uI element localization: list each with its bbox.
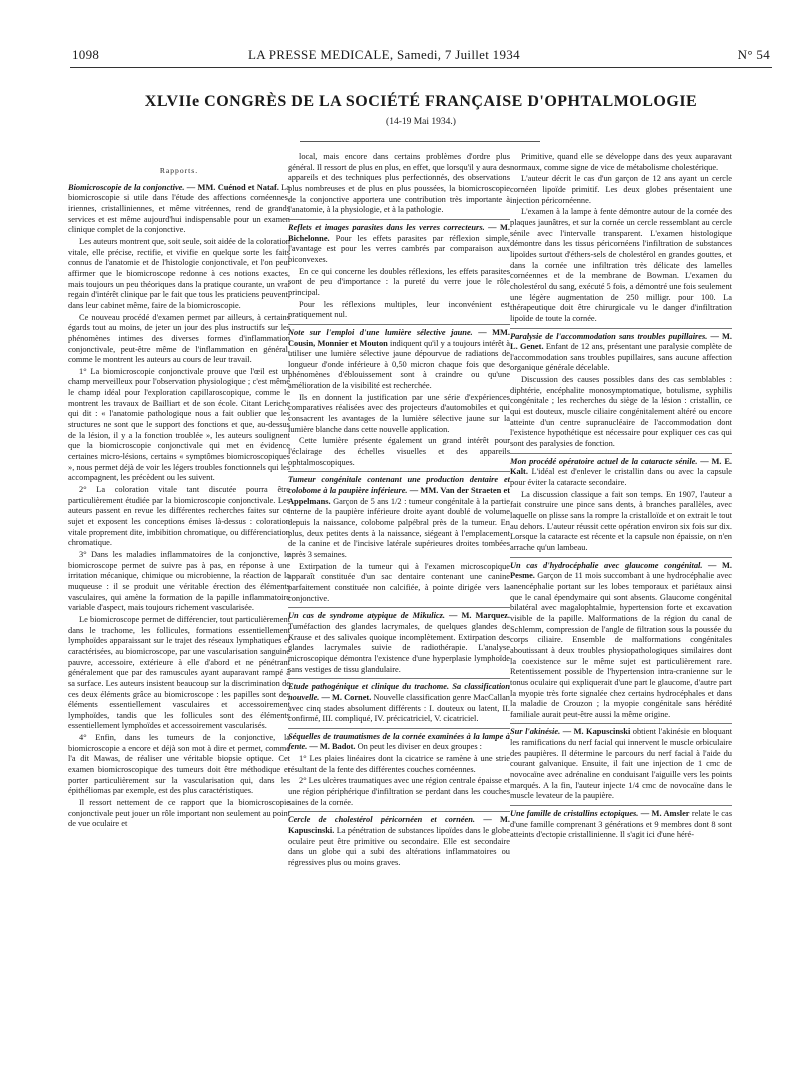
article-text: La pénétration de substances lipoïdes dans le globe oculaire peut être primitive ou secondaire. Elle est secondaire dans un globe qui a subi des altérations inflammatoires ou régressives plus ou moins graves.: [288, 826, 511, 868]
article-text: Garçon de 5 ans 1/2 : tumeur congénitale à la partie interne de la paupière inférieure droite ayant doublé de volume depuis la naissance, colobome palpébral près de la tumeur. En plus, deux petites dents à la naissance, siégeant à l'emplacement de la canine et de l'incisive latérale supérieures droites tombées après 3 semaines.: [288, 496, 510, 559]
paragraph: Les auteurs montrent que, soit seule, soit aidée de la coloration vitale, elle précise, rectifie, et vivifie en quelque sorte les faits connus de l'anatomie et de l'histologie conjonctivale, et l'on peut affirmer que le biomicroscope redonne à ces notions exactes, mais toujours un peu théoriques dans la pratique courante, un vrai regain d'intérêt clinique par le fait que tous les praticiens peuvent, dans leur cabinet même, faire de la biomicroscopie.: [68, 236, 290, 310]
article-biomicroscopie: [68, 183, 290, 236]
paragraph: En ce qui concerne les doubles réflexions, les effets parasites sont de peu d'importance : la pureté du verre joue le rôle principal.: [288, 266, 510, 297]
article-cataracte: [510, 457, 732, 489]
article-mikulicz: [288, 611, 510, 675]
article-accommodation: [510, 332, 732, 375]
article-authors: — M. Marquez.: [449, 611, 510, 621]
article-separator: [288, 471, 510, 472]
article-authors: — M. L. Genet.: [510, 331, 733, 352]
article-separator: [510, 453, 732, 454]
article-text: On peut les diviser en deux groupes :: [357, 742, 482, 752]
paragraph: Le biomicroscope permet de différencier, tout particulièrement dans le trachome, les follicules, formations essentiellement lymphoïdes apparaissant sur le trajet des réseaux lymphatiques et caractérisées, au biomicroscope, par une vascularisation sanguine pauvre, accessoire, extérieure à elle d'abord et ne pénétrant généralement que par des ramuscules ayant auparavant rampé à sa surface. Les auteurs insistent beaucoup sur la discrimination de ces deux éléments grâce au biomicroscope : les papilles sont des éléments essentiellement vasculaires et accessoirement lymphoïdes, tandis que les follicules sont des éléments essentiellement lymphoïdes et accessoirement vascularisés.: [68, 614, 290, 731]
paragraph: Primitive, quand elle se développe dans des yeux auparavant normaux, comme signe de vice de métabolisme cholestérique.: [510, 152, 732, 172]
article-authors: — MM. Van der Straeten et Appelmans.: [288, 486, 510, 506]
article-separator: [288, 728, 510, 729]
article-trachome: [288, 682, 510, 725]
article-text: Garçon de 11 mois succombant à une hydrocéphalie avec anencéphalie portant sur les lobes temporaux et pariétaux ainsi que le canal épendymaire qui sont absents. Glaucome congénital bilatéral avec magalophtalmie, hypertension forte et excavation visible de la papille. Malformations de la région du canal de Schlemm, compression de l'angle de filtration sous la poussée du corps ciliaire. Ensemble de malformations congénitales aboutissant à deux troubles physiopathologiques similaires dont la coexistence sur le même sujet est particulièrement rare. Retentissement possible de l'hypertension intra-cranienne sur le tonus oculaire qui expliquerait d'une part le glaucome, d'autre part la myopie très forte signalée chez certains hydrocéphales et dans la maladie de Crouzon ; la myopie congénitale sans hérédité familiale aurait peut-être aussi la même origine.: [510, 571, 732, 719]
paragraph: 4° Enfin, dans les tumeurs de la conjonctive, la biomicroscopie a encore et déjà son mot à dire et permet, comme l'a dit Mawas, de réaliser une véritable biopsie optique. Cet examen biomicroscopique des tumeurs doit être méthodique et porter particulièrement sur la vascularisation qui, dans les épithéliomas par exemple, est des plus caractéristiques.: [68, 733, 290, 796]
article-reflets: [288, 223, 510, 266]
article-title: Séquelles de traumatismes de la cornée examinées à la lampe à fente.: [288, 731, 510, 752]
paragraph: 3° Dans les maladies inflammatoires de la conjonctive, le biomicroscope permet de suivre pas à pas, en réponse à une irritation mécanique, chimique ou microbienne, la réaction de la muqueuse : il se produit une véritable érection des éléments vasculaires, qui amène la formation de la papille inflammatoire variable d'aspect, mais toujours richement vascularisée.: [68, 549, 290, 613]
paragraph: L'examen à la lampe à fente démontre autour de la cornée des plaques jaunâtres, et sur la cornée un cercle ressemblant au cercle sénile avec l'intervalle transparent. L'examen histologique démontre dans les tissus péricornéens l'infiltration de substances lipoïdes surtout d'éthers-sels de cholestérol en grandes gouttes, et dans la cornée une infiltration très délicate des lamelles cornéennes et de la membrane de Bowman. L'examen du cholestérol du sang, exécuté 5 fois, a démontré une fois seulement une légère augmentation de 250 milligr. pour 100. La thérapeutique doit être chirurgicale vu le danger d'infiltration lipoïde de toute la cornée.: [510, 207, 732, 323]
paragraph: La discussion classique a fait son temps. En 1907, l'auteur a fait construire une pince sans dents, à branches parallèles, avec laquelle on plisse sans la rompre la cristalloïde et on extrait le tout au dehors. L'auteur réussit cette opération environ six fois sur dix. Lorsque la cataracte est récente et la capsule non épaissie, on n'en arrache qu'un lambeau.: [510, 489, 732, 552]
article-title: Etude pathogénique et clinique du trachome. Sa classification nouvelle.: [288, 682, 510, 702]
paragraph: Discussion des causes possibles dans des cas semblables : diphtérie, encéphalite monosymptomatique, botulisme, syphilis congénitale ; les recherches du siège de la lésion : cristallin, ce qui est douteux, muscle ciliaire congénitalement altéré ou encore atteinte d'un centre supranucléaire de l'accommodation dont l'existence hypothétique est nécessaire pour expliquer ces cas qui sont des paralysies de fonction.: [510, 375, 732, 449]
article-separator: [288, 324, 510, 325]
paragraph: Cette lumière présente également un grand intérêt pour l'éclairage des échelles visuelles et des appareils ophtalmoscopiques.: [288, 436, 510, 467]
section-label: Rapports.: [159, 166, 199, 175]
article-title: Sur l'akinésie.: [510, 727, 561, 737]
page-number: 1098: [72, 47, 100, 62]
paragraph: Il ressort nettement de ce rapport que la biomicroscopie conjonctivale peut jouer un rôle important non seulement au point de vue oculaire et: [68, 798, 290, 829]
congress-dates: (14-19 Mai 1934.): [386, 117, 456, 127]
article-text: L'idéal est d'enlever le cristallin dans ou avec la capsule pour éviter la cataracte secondaire.: [510, 467, 733, 488]
article-authors: — M. Kapuscinski: [562, 727, 631, 737]
article-authors: — M. Badot.: [309, 742, 356, 752]
article-authors: — M. E. Kalt.: [510, 456, 732, 477]
article-title: Mon procédé opératoire actuel de la cataracte sénile.: [510, 456, 698, 466]
article-title: Biomicroscopie de la conjonctive.: [68, 182, 185, 192]
article-title: Cercle de cholestérol péricornéen et cornéen.: [288, 815, 475, 825]
issue-number: N° 54: [737, 47, 770, 62]
paragraph: 2° La coloration vitale tant discutée pourra être particulièrement étudiée par la biomicroscopie conjonctivale. Les auteurs passent en revue les différentes recherches faites sur ce sujet et exposent les conceptions émises là-dessus : coloration vitale proprement dite, imbibition chromatique, ou différenciation chromatique.: [68, 485, 290, 548]
article-traumatismes: [288, 732, 510, 753]
article-title: Un cas de syndrome atypique de Mikulicz.: [288, 611, 446, 621]
article-authors: — M. Kapuscinski.: [288, 815, 511, 836]
article-text: relate le cas d'une famille comprenant 3 générations et 9 membres dont 8 sont atteints d'ectopie cristallinienne. Il s'agit ici d'une héré-: [510, 809, 733, 840]
article-title: Un cas d'hydrocéphalie avec glaucome congénital.: [510, 560, 703, 570]
article-text: La biomicroscopie si utile dans l'étude des affections cornéennes, iriennes, cristalliniennes, et même vitréennes, rend de grands services et est même aujourd'hui indispensable pour un examen clinique complet de la conjonctive.: [68, 182, 290, 235]
article-separator: [510, 557, 732, 558]
article-text: obtient l'akinésie en bloquant les ramifications du nerf facial qui innervent le muscle orbiculaire des paupières. Il détermine le parcours du nerf facial à l'aide du courant galvanique. Ensuite, il fait une injection de 1 cmc de novocaïne avec adrénaline en conduisant l'aiguille vers les points marqués. A la fin, l'auteur injecte 1/4 cmc de novocaïne dans le muscle levateur de la paupière.: [510, 727, 733, 801]
article-separator: [510, 805, 732, 806]
paragraph: Extirpation de la tumeur qui à l'examen microscopique apparaît constituée d'un sac dentaire contenant une canine parfaitement constituée non calcifiée, à pointe dirigée vers la conjonctive.: [288, 561, 510, 603]
paragraph: Ils en donnent la justification par une série d'expériences comparatives réalisées avec des projecteurs d'automobiles et qui consacrent les avantages de la lumière sélective jaune sur la lumière blanche dans cette nouvelle application.: [288, 392, 510, 434]
paragraph: local, mais encore dans certains problèmes d'ordre plus général. Il ressort de plus en plus, en effet, que lorsqu'il y aura des appareils et des techniques plus perfectionnés, des observations plus nombreuses et de plus en plus poussées, la biomicroscopie de la conjonctive apportera une contribution très importante à l'anatomie, à la physiologie, et à la pathologie.: [288, 152, 510, 215]
paragraph: L'auteur décrit le cas d'un garçon de 12 ans ayant un cercle cornéen lipoïde primitif. Les deux globes présentaient une injection péricornéenne.: [510, 174, 732, 205]
article-authors: — M. Pesme.: [510, 560, 732, 581]
article-title: Une famille de cristallins ectopiques.: [510, 809, 639, 819]
header-rule: [70, 67, 772, 68]
article-cholesterol: [288, 815, 510, 868]
paragraph: Ce nouveau procédé d'examen permet par ailleurs, à certains égards tout au moins, de jeter un jour des plus instructifs sur les phénomènes intimes des diverses formes d'inflammation conjonctivale, peut-être même de l'inflammation en général, comme le montrent les auteurs au cours de leur travail.: [68, 312, 290, 365]
article-separator: [510, 723, 732, 724]
journal-title: LA PRESSE MEDICALE, Samedi, 7 Juillet 1934: [248, 47, 520, 62]
paragraph: Pour les réflexions multiples, leur inconvénient est pratiquement nul.: [288, 299, 510, 320]
column-2: [288, 152, 510, 870]
article-title: Reflets et images parasites dans les verres correcteurs.: [288, 222, 485, 232]
article-text: Pour les effets parasites par réflexion simple, l'avantage est pour les verres cambrés par comparaison aux biconvexes.: [288, 233, 510, 264]
paragraph: 2° Les ulcères traumatiques avec une région centrale épaisse et une région périphérique d'infiltration se perdant dans les couches saines de la cornée.: [288, 776, 510, 807]
article-separator: [288, 219, 510, 220]
article-text: Enfant de 12 ans, présentant une paralysie complète de l'accommodation sans troubles pupillaires, sans aucune affection organique générale décelable.: [510, 342, 733, 373]
article-title: Tumeur congénitale contenant une production dentaire et colobome à la paupière inférieure.: [288, 475, 510, 496]
article-text: indiquent qu'il y a toujours intérêt à utiliser une lumière sélective jaune dépourvue de radiations de longueur d'onde inférieure à 0,50 micron chaque fois que des phénomènes d'éblouissement sont à craindre ou qu'une amélioration de la visibilité est recherchée.: [288, 338, 511, 391]
column-3: [510, 152, 732, 842]
article-title: Note sur l'emploi d'une lumière sélective jaune.: [288, 327, 473, 337]
article-text: Tuméfaction des glandes lacrymales, de quelques glandes de Krause et des salivales quoique incomplètement. Extirpation des glandes lacrymales suivie de radiothérapie. L'analyse microscopique démontra l'existence d'une hyperplasie lymphoïde sans vestiges de tissu glandulaire.: [288, 621, 510, 674]
article-authors: — MM. Cousin, Monnier et Mouton: [288, 327, 511, 348]
article-authors: — M. Amsler: [640, 809, 690, 819]
article-authors: — M. Bichelonne.: [288, 222, 511, 243]
column-1: [68, 166, 290, 831]
article-cristallins: [510, 809, 732, 841]
article-title: Paralysie de l'accommodation sans troubles pupillaires.: [510, 331, 708, 341]
article-authors: — MM. Cuénod et Nataf.: [186, 182, 279, 192]
article-tumeur: [288, 475, 510, 560]
running-header: [72, 47, 770, 63]
article-text: Nouvelle classification genre MacCallan avec cinq stades absolument différents : I. douteux ou latent, II. confirmé, III. compliqué, IV. précicatriciel, V. cicatriciel.: [288, 692, 510, 724]
article-authors: — M. Cornet.: [321, 692, 372, 702]
article-hydrocephalie: [510, 561, 732, 721]
article-separator: [510, 328, 732, 329]
article-separator: [288, 811, 510, 812]
article-akinesie: [510, 727, 732, 802]
article-separator: [288, 678, 510, 679]
congress-title: XLVIIe CONGRÈS DE LA SOCIÉTÉ FRANÇAISE D'OPHTALMOLOGIE: [144, 93, 698, 110]
article-lumiere-jaune: [288, 328, 510, 392]
article-separator: [288, 607, 510, 608]
paragraph: 1° Les plaies linéaires dont la cicatrice se ramène à une strie résultant de la fente des différentes couches cornéennes.: [288, 754, 510, 774]
title-rule: [300, 141, 540, 142]
paragraph: 1° La biomicroscopie conjonctivale prouve que l'œil est un champ merveilleux pour l'observation physiologique ; c'est même le champ idéal pour l'exploration capillaroscopique, comme le montrent les travaux de Bailliart et de son école. Citant Leriche qui dit : « l'anatomie pathologique nous a fait oublier que les structures ne sont que le support des fonctions et que, au-dessus de la lésion, il y a la fonction troublée », les auteurs soulignent que la biomicroscopie conjonctivale qui met en évidence certaines micro-lésions, certains « symptômes biomicroscopiques », nous permet déjà de voir les légers troubles fonctionnels qui les accompagnent, les précèdent ou les suivent.: [68, 366, 290, 483]
